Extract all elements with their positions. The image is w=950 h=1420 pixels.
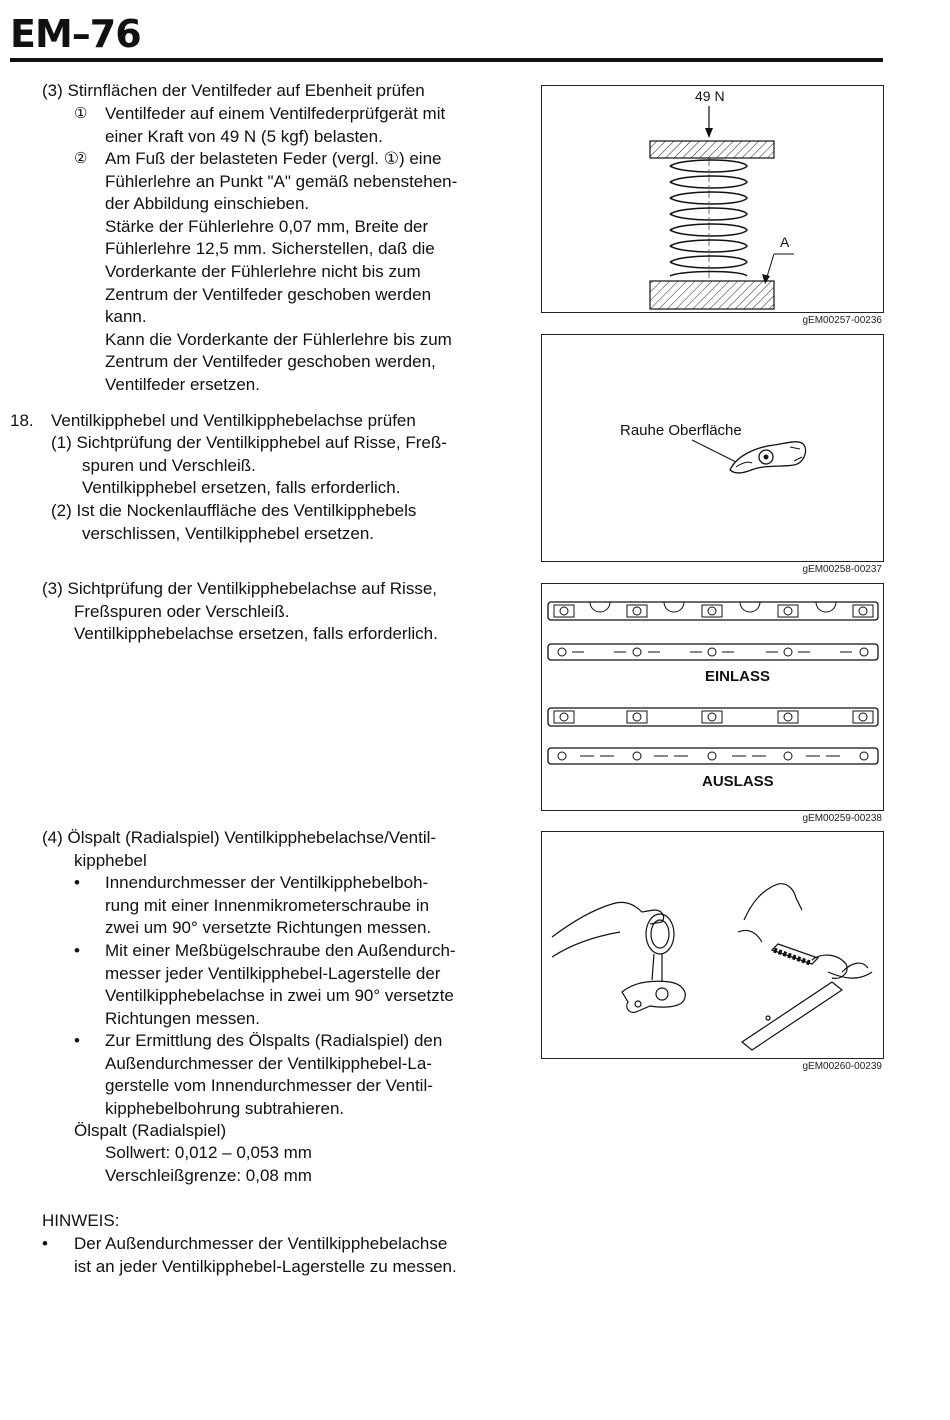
text-line: zwei um 90° versetzte Richtungen messen.	[105, 918, 432, 938]
step-1-text	[105, 103, 501, 148]
exhaust-label: AUSLASS	[702, 773, 774, 790]
rocker-shafts-figure	[541, 583, 884, 811]
text-line: Außendurchmesser der Ventilkipphebel-La-	[105, 1053, 432, 1073]
text-line: Stärke der Fühlerlehre 0,07 mm, Breite der	[105, 216, 429, 236]
text-line: Ventilfeder ersetzen.	[105, 374, 260, 394]
measurement-illustration	[542, 832, 885, 1060]
figure-caption: gEM00257-00236	[802, 315, 882, 326]
intake-shaft-top	[548, 602, 878, 620]
exhaust-shaft-bottom	[548, 748, 878, 764]
note-text	[74, 1233, 501, 1278]
text-line: Ventilkipphebelachse in zwei um 90° versetzte	[105, 986, 454, 1006]
text-line: Ventilkipphebel ersetzen, falls erforderlich.	[82, 478, 401, 498]
bullet-1-text	[105, 872, 501, 940]
bullet-2-text	[105, 940, 501, 1030]
bullet-2-marker: •	[74, 941, 80, 960]
text-line: messer jeder Ventilkipphebel-Lagerstelle der	[105, 963, 441, 983]
text-line: (2) Ist die Nockenlauffläche des Ventilkipphebels	[51, 501, 417, 520]
note-bullet: •	[42, 1234, 48, 1253]
text-line: einer Kraft von 49 N (5 kgf) belasten.	[105, 126, 383, 146]
text-line: (1) Sichtprüfung der Ventilkipphebel auf Risse, Freß-	[51, 433, 447, 452]
text-line: Richtungen messen.	[105, 1008, 260, 1028]
text-line: Mit einer Meßbügelschraube den Außendurch-	[105, 941, 456, 960]
text-line: Zentrum der Ventilfeder geschoben werden	[105, 284, 432, 304]
measurement-figure	[541, 831, 884, 1059]
force-label: 49 N	[695, 88, 725, 104]
text-line: (3) Sichtprüfung der Ventilkipphebelachse auf Risse,	[42, 579, 438, 598]
spec-nominal: Sollwert: 0,012 – 0,053 mm	[105, 1143, 312, 1162]
text-line: Fühlerlehre 12,5 mm. Sicherstellen, daß die	[105, 239, 435, 259]
text-line: der Abbildung einschieben.	[105, 194, 310, 214]
text-line: Zur Ermittlung des Ölspalts (Radialspiel) den	[105, 1031, 443, 1050]
text-line: verschlissen, Ventilkipphebel ersetzen.	[82, 523, 374, 543]
note-heading: HINWEIS:	[42, 1211, 120, 1230]
spec-title: Ölspalt (Radialspiel)	[74, 1121, 227, 1140]
section-18-number: 18.	[10, 411, 34, 430]
bullet-3-text	[105, 1030, 501, 1120]
intake-shaft-bottom	[548, 644, 878, 660]
bullet-3-marker: •	[74, 1031, 80, 1050]
text-line: Innendurchmesser der Ventilkipphebelboh-	[105, 873, 429, 892]
text-line: kann.	[105, 307, 147, 327]
step-1-marker: ①	[74, 105, 88, 122]
section-18-item-2	[51, 500, 501, 545]
text-line: kipphebelbohrung subtrahieren.	[105, 1098, 345, 1118]
text-line: Der Außendurchmesser der Ventilkipphebelachse	[74, 1234, 448, 1253]
step-2-text	[105, 148, 501, 397]
text-line: Ventilfeder auf einem Ventilfederprüfgerät mit	[105, 104, 446, 123]
section-18-heading: Ventilkipphebel und Ventilkipphebelachse prüfen	[51, 411, 416, 430]
page-number-header: EM–76	[10, 12, 141, 56]
text-line: ist an jeder Ventilkipphebel-Lagerstelle zu messen.	[74, 1256, 457, 1276]
section-18-item-1	[51, 432, 501, 500]
text-line: rung mit einer Innenmikrometerschraube in	[105, 895, 430, 915]
text-line: Freßspuren oder Verschleiß.	[74, 601, 290, 621]
text-line: Zentrum der Ventilfeder geschoben werden,	[105, 352, 436, 372]
spring-check-heading: (3) Stirnflächen der Ventilfeder auf Ebenheit prüfen	[42, 81, 425, 100]
point-a-label: A	[780, 234, 790, 250]
figure-caption: gEM00259-00238	[802, 813, 882, 824]
bullet-1-marker: •	[74, 873, 80, 892]
text-line: (4) Ölspalt (Radialspiel) Ventilkipphebelachse/Ventil-	[42, 828, 437, 847]
spring-test-figure	[541, 85, 884, 313]
text-line: Vorderkante der Fühlerlehre nicht bis zum	[105, 261, 421, 281]
exhaust-shaft-top	[548, 708, 878, 726]
text-line: Ventilkipphebelachse ersetzen, falls erforderlich.	[74, 624, 438, 644]
rocker-arm-figure	[541, 334, 884, 562]
intake-label: EINLASS	[705, 668, 771, 685]
header-rule	[10, 58, 883, 62]
text-line: Kann die Vorderkante der Fühlerlehre bis zum	[105, 329, 452, 349]
oil-clearance-heading	[42, 827, 501, 872]
text-line: Fühlerlehre an Punkt "A" gemäß nebenstehen-	[105, 171, 458, 191]
spring-illustration	[542, 86, 885, 314]
spec-limit: Verschleißgrenze: 0,08 mm	[105, 1166, 312, 1185]
text-line: gerstelle vom Innendurchmesser der Ventil-	[105, 1076, 433, 1096]
rocker-arm-illustration	[542, 335, 885, 563]
text-line: Am Fuß der belasteten Feder (vergl. ①) eine	[105, 149, 442, 168]
text-line: kipphebel	[74, 850, 147, 870]
text-line: spuren und Verschleiß.	[82, 455, 256, 475]
section-18-item-3	[42, 578, 501, 646]
rough-surface-label: Rauhe Oberfläche	[620, 422, 742, 439]
step-2-marker: ②	[74, 150, 88, 167]
figure-caption: gEM00260-00239	[802, 1061, 882, 1072]
figure-caption: gEM00258-00237	[802, 564, 882, 575]
